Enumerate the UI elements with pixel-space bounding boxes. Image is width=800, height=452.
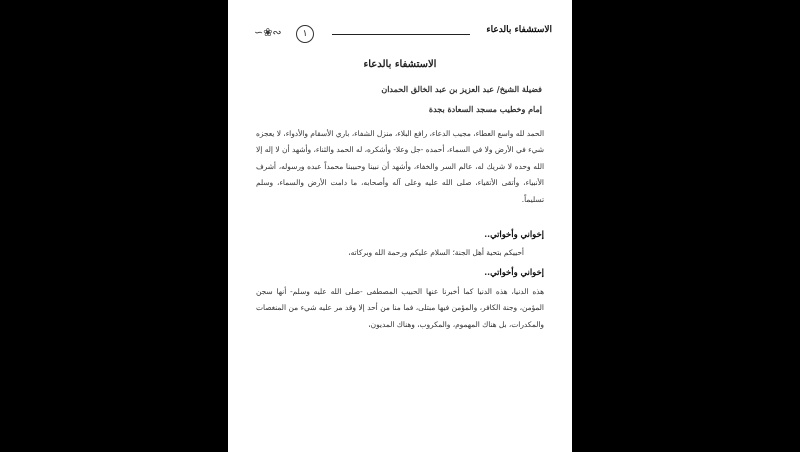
page-header — [248, 25, 552, 45]
flourish-ornament-icon: ∽❀∾ — [254, 26, 282, 39]
page-number: ١ — [296, 25, 314, 43]
document-page — [228, 0, 572, 452]
author-line: فضيلة الشيخ/ عبد العزيز بن عبد الخالق الحمدان — [381, 84, 542, 94]
body-paragraph: هذه الدنيا، هذه الدنيا كما أخبرنا عنها الحبيب المصطفى -صلى الله عليه وسلم- أنها سجن المؤمن، وجنة الكافر، والمؤمن فيها مبتلى، فما منا من أحد إلا وقد مر عليه شيء من المنغصات والمكدرات، بل هناك المهموم، والمكروب، وهناك المديون، — [256, 287, 544, 329]
greeting-paragraph: أحييكم بتحية أهل الجنة؛ السلام عليكم ورحمة الله وبركاته، — [348, 248, 524, 257]
heading-brothers-1: إخواني وأخواتي.. — [484, 229, 544, 239]
heading-brothers-2: إخواني وأخواتي.. — [484, 267, 544, 277]
running-title: الاستشفاء بالدعاء — [486, 25, 552, 35]
document-title: الاستشفاء بالدعاء — [363, 59, 437, 70]
author-role: إمام وخطيب مسجد السعادة بجدة — [428, 104, 542, 114]
intro-paragraph: الحمد لله واسع العطاء، مجيب الدعاء، رافع البلاء، منزل الشفاء، باري الأسقام والأدواء، لا يعجزه شيء في الأرض ولا في السماء، أحمده -جل وعلا- وأشكره، له الحمد والثناء، وأشهد أن لا إله إلا الله وحده لا شريك له، عالم السر والخفاء، وأشهد أن نبينا وحبيبنا محمداً عبده ورسوله، أشرف الأنبياء، وأتقى الأتقياء، صلى الله عليه وعلى آله وأصحابه، ما دامت الأرض والسماء، وسلم تسليماً. — [256, 129, 544, 204]
header-rule — [332, 34, 470, 35]
